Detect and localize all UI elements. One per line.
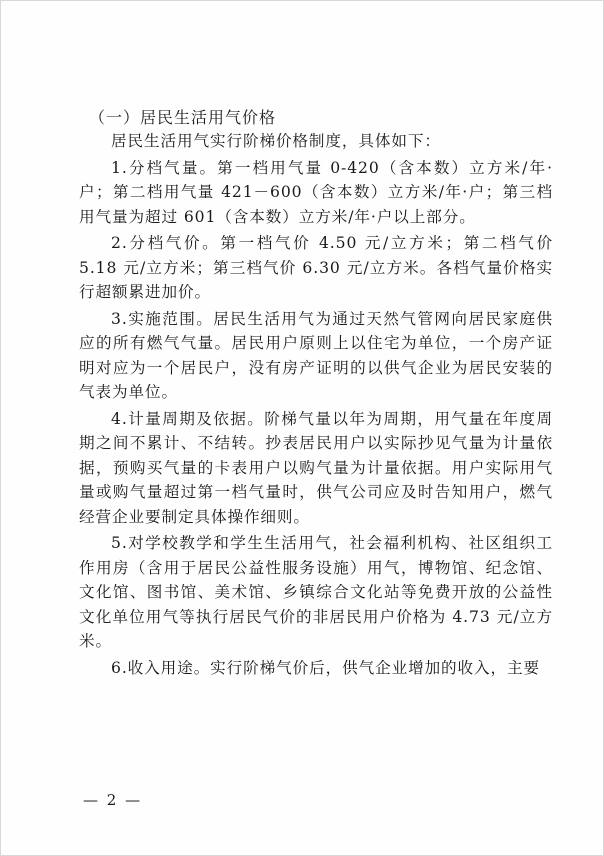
page-number: — 2 — [83, 791, 143, 809]
section-heading: （一）居民生活用气价格 [89, 108, 277, 127]
paragraph-non-resident-price: 5.对学校教学和学生生活用气，社会福利机构、社区组织工作用房（含用于居民公益性服务设施）用气，博物馆、纪念馆、文化馆、图书馆、美术馆、乡镇综合文化站等免费开放的公益性文化单位用气等执行居民气价的非居民用户价格为 4.73 元/立方米。 [79, 534, 553, 650]
document-body [79, 129, 553, 682]
paragraph-tier-volume: 1.分档气量。第一档用气量 0-420（含本数）立方米/年·户；第二档用气量 421－600（含本数）立方米/年·户；第三档用气量为超过 601（含本数）立方米/年·户以上部分。 [79, 158, 553, 226]
paragraph-intro: 居民生活用气实行阶梯价格制度，具体如下： [111, 132, 441, 150]
paragraph-scope: 3.实施范围。居民生活用气为通过天然气管网向居民家庭供应的所有燃气气量。居民用户原则上以住宅为单位，一个房产证明对应为一个居民户，没有房产证明的以供气企业为居民安装的气表为单位。 [79, 309, 553, 401]
paragraph-metering-period: 4.计量周期及依据。阶梯气量以年为周期，用气量在年度周期之间不累计、不结转。抄表居民用户以实际抄见气量为计量依据，预购买气量的卡表用户以购气量为计量依据。用户实际用气量或购气量超过第一档气量时，供气公司应及时告知用户，燃气经营企业要制定具体操作细则。 [79, 409, 553, 526]
paragraph-tier-price: 2.分档气价。第一档气价 4.50 元/立方米；第二档气价 5.18 元/立方米；第三档气价 6.30 元/立方米。各档气量价格实行超额累进加价。 [79, 234, 553, 301]
paragraph-income-use: 6.收入用途。实行阶梯气价后，供气企业增加的收入，主要 [111, 658, 541, 677]
